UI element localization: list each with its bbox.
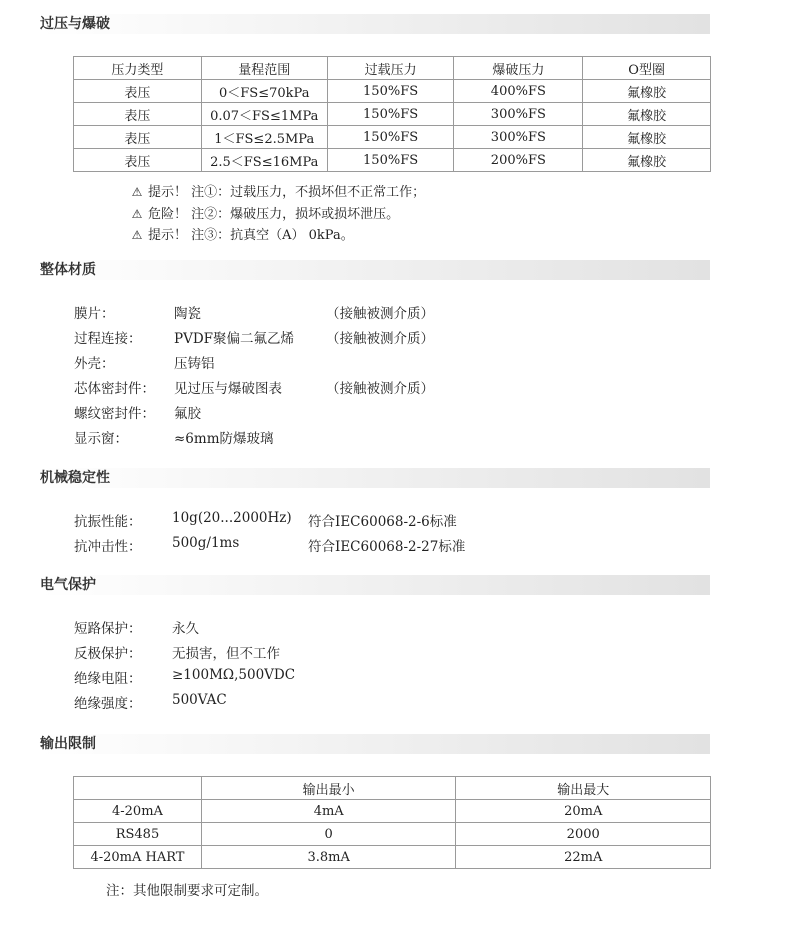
warning-icon: ⚠ [131,207,143,221]
header-cell: 爆破压力 [454,57,583,80]
header-cell: 量程范围 [201,57,327,80]
electrical-label: 绝缘强度： [74,696,142,712]
section-bar [40,260,710,280]
section-bar [40,14,710,34]
section-electrical [40,571,710,597]
table-cell: 氟橡胶 [583,149,711,172]
table-header-row [74,777,711,800]
table-cell: 氟橡胶 [583,80,711,103]
table-row [74,103,711,126]
header-cell: O型圈 [583,57,711,80]
header-cell: 输出最大 [456,777,711,800]
header-cell: 过载压力 [327,57,454,80]
table-cell: 300%FS [454,103,583,126]
section-material [40,256,710,282]
table-row [74,80,711,103]
header-cell: 输出最小 [201,777,456,800]
section-overload [40,10,710,36]
material-value: PVDF聚偏二氟乙烯 [174,331,295,347]
note-3 [130,224,354,243]
output-table [73,776,711,869]
warning-icon: ⚠ [131,228,143,242]
material-value: 压铸铝 [174,356,215,372]
table-cell: 20mA [456,800,711,823]
mechanical-label: 抗冲击性： [74,539,142,555]
table-cell: 4-20mA [74,800,202,823]
section-title: 电气保护 [40,577,96,593]
material-label: 过程连接： [74,331,142,347]
table-row [74,846,711,869]
electrical-label: 绝缘电阻： [74,671,142,687]
table-row [74,149,711,172]
table-cell: 150%FS [327,80,454,103]
note-text: 提示！ 注①：过载压力，不损坏但不正常工作； [148,185,426,200]
material-label: 螺纹密封件： [74,406,155,422]
section-title: 机械稳定性 [40,470,110,486]
material-value: 氟胶 [174,406,201,422]
electrical-value: 永久 [172,621,199,637]
table-cell: 1＜FS≤2.5MPa [201,126,327,149]
section-bar [40,734,710,754]
table-row [74,126,711,149]
electrical-label: 短路保护： [74,621,142,637]
table-cell: 4-20mA HART [74,846,202,869]
material-value: 陶瓷 [174,306,201,322]
mechanical-remark: 符合IEC60068-2-6标准 [308,514,457,530]
note-2 [130,203,399,222]
table-cell: 0＜FS≤70kPa [201,80,327,103]
mechanical-value: 500g/1ms [172,535,240,551]
material-value: 见过压与爆破图表 [174,381,282,397]
material-remark: （接触被测介质） [326,306,434,322]
table-cell: 表压 [74,126,202,149]
table-cell: 150%FS [327,126,454,149]
table-cell: 0 [201,823,456,846]
table-cell: 150%FS [327,103,454,126]
table-cell: 氟橡胶 [583,126,711,149]
table-cell: 3.8mA [201,846,456,869]
material-label: 显示窗： [74,431,128,447]
table-cell: 2000 [456,823,711,846]
table-cell: 300%FS [454,126,583,149]
table-header-row [74,57,711,80]
table-cell: 150%FS [327,149,454,172]
table-cell: 表压 [74,103,202,126]
table-cell: 22mA [456,846,711,869]
mechanical-label: 抗振性能： [74,514,142,530]
material-label: 膜片： [74,306,115,322]
note-1 [130,181,425,200]
electrical-label: 反极保护： [74,646,142,662]
table-row [74,800,711,823]
table-row [74,823,711,846]
material-value: ≈6mm防爆玻璃 [174,431,274,447]
electrical-value: ≥100MΩ,500VDC [172,667,296,683]
table-cell: 表压 [74,149,202,172]
material-label: 外壳： [74,356,115,372]
note-text: 提示！ 注③：抗真空（A） 0kPa。 [148,228,354,243]
material-remark: （接触被测介质） [326,331,434,347]
header-cell [74,777,202,800]
section-output [40,730,710,756]
note-text: 危险！ 注②：爆破压力，损坏或损坏泄压。 [148,207,400,222]
warning-icon: ⚠ [131,185,143,199]
electrical-value: 500VAC [172,692,227,708]
section-bar [40,575,710,595]
table-cell: 4mA [201,800,456,823]
mechanical-remark: 符合IEC60068-2-27标准 [308,539,466,555]
table-cell: 400%FS [454,80,583,103]
material-label: 芯体密封件： [74,381,155,397]
table-cell: 200%FS [454,149,583,172]
section-mechanical [40,464,710,490]
section-title: 整体材质 [40,262,96,278]
table-cell: RS485 [74,823,202,846]
table-cell: 氟橡胶 [583,103,711,126]
section-bar [40,468,710,488]
header-cell: 压力类型 [74,57,202,80]
pressure-table [73,56,711,172]
table-cell: 表压 [74,80,202,103]
table-cell: 0.07＜FS≤1MPa [201,103,327,126]
section-title: 过压与爆破 [40,16,110,32]
material-remark: （接触被测介质） [326,381,434,397]
mechanical-value: 10g(20...2000Hz) [172,510,292,526]
electrical-value: 无损害，但不工作 [172,646,280,662]
table-cell: 2.5＜FS≤16MPa [201,149,327,172]
output-note: 注：其他限制要求可定制。 [106,883,268,899]
section-title: 输出限制 [40,736,96,752]
